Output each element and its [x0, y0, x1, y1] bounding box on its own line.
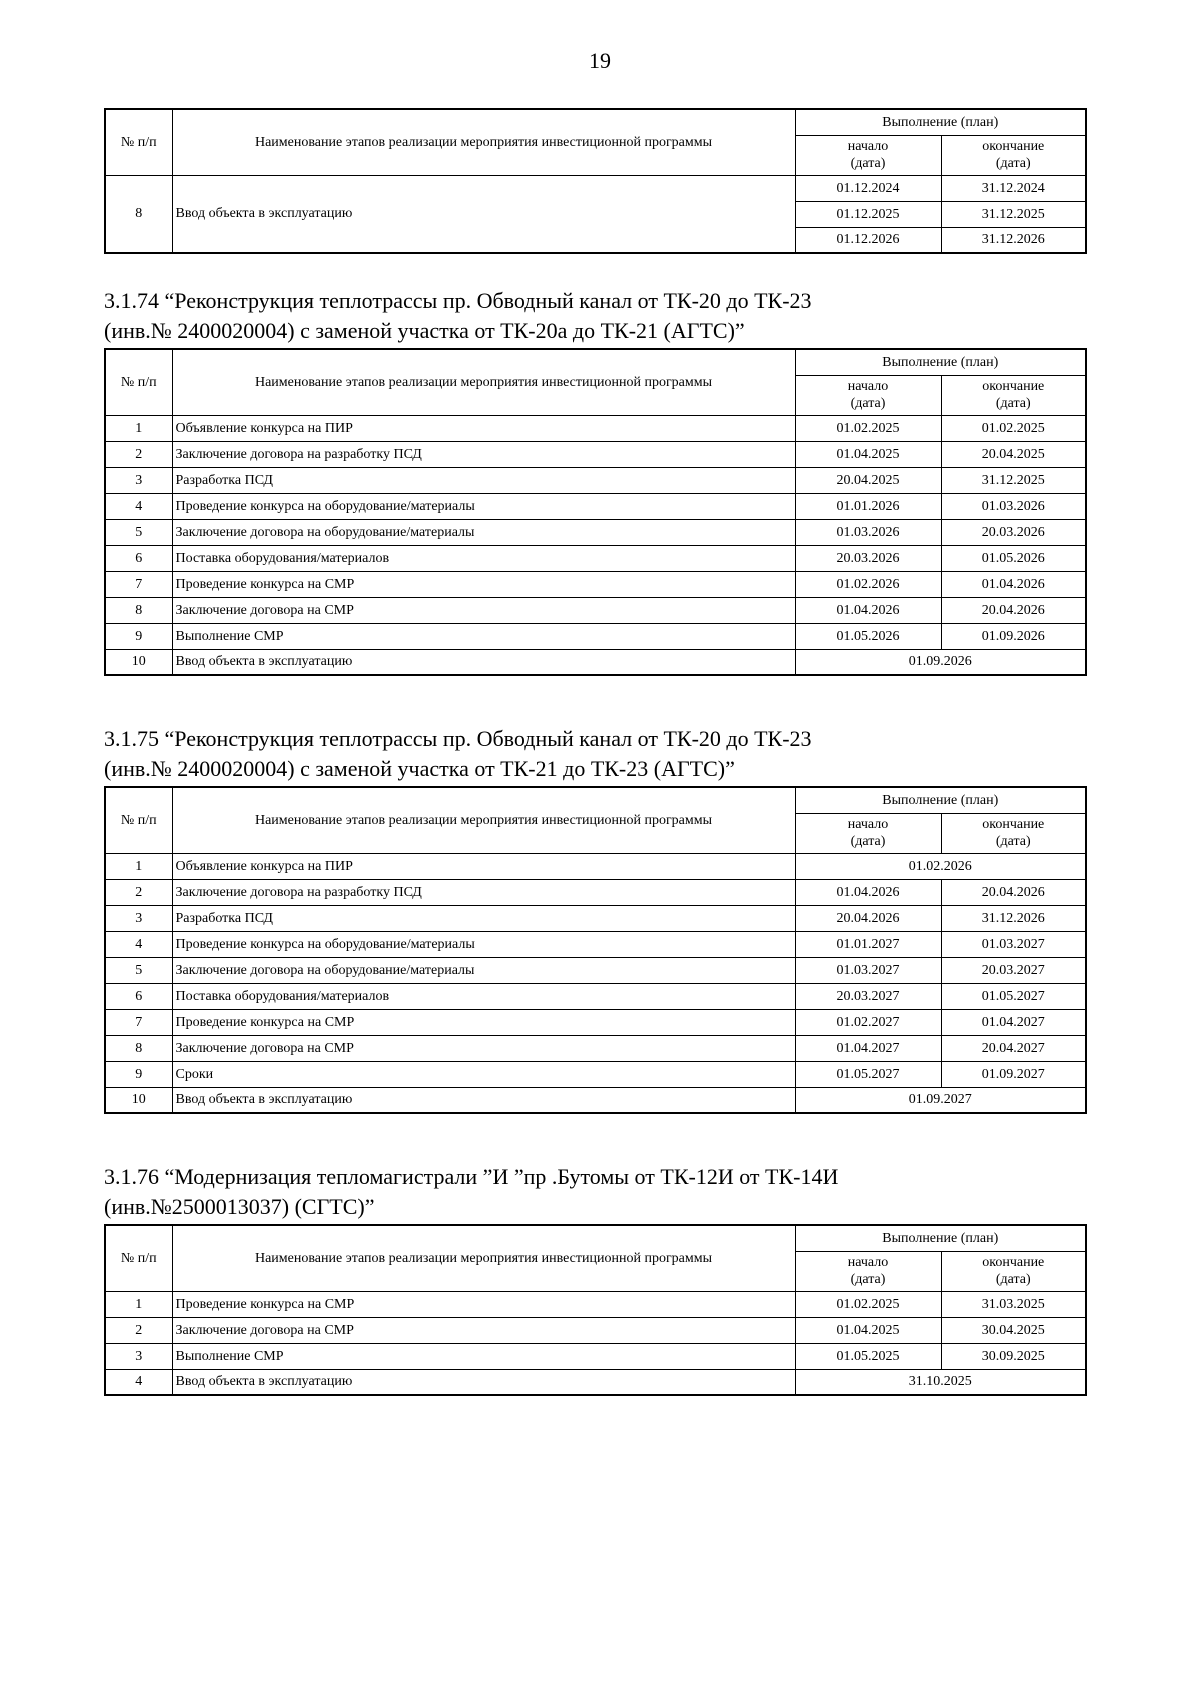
row-num: 1: [105, 1291, 172, 1317]
row-end: 01.09.2026: [941, 623, 1086, 649]
row-start: 01.05.2026: [795, 623, 941, 649]
row-end: 01.05.2026: [941, 545, 1086, 571]
row-num: 1: [105, 853, 172, 879]
row-start: 01.01.2026: [795, 493, 941, 519]
row-end: 31.12.2024: [941, 175, 1086, 201]
row-name: Заключение договора на оборудование/материалы: [172, 519, 795, 545]
row-start: 20.03.2026: [795, 545, 941, 571]
header-name: Наименование этапов реализации мероприятия инвестиционной программы: [172, 787, 795, 853]
row-name: Заключение договора на разработку ПСД: [172, 879, 795, 905]
row-end: 01.05.2027: [941, 983, 1086, 1009]
header-execution: Выполнение (план): [795, 109, 1086, 135]
row-num: 3: [105, 467, 172, 493]
row-num: 10: [105, 1087, 172, 1113]
table-continuation: [104, 108, 1084, 254]
row-name: Поставка оборудования/материалов: [172, 983, 795, 1009]
row-start: 01.02.2025: [795, 415, 941, 441]
header-name: Наименование этапов реализации мероприятия инвестиционной программы: [172, 349, 795, 415]
row-start: 01.05.2027: [795, 1061, 941, 1087]
table-row: [105, 879, 1086, 905]
row-name: Поставка оборудования/материалов: [172, 545, 795, 571]
header-num: № п/п: [105, 349, 172, 415]
table-row: [105, 441, 1086, 467]
row-name: Ввод объекта в эксплуатацию: [172, 1369, 795, 1395]
row-start: 01.04.2026: [795, 597, 941, 623]
row-num: 4: [105, 931, 172, 957]
table-row: [105, 571, 1086, 597]
table-row: [105, 1035, 1086, 1061]
row-num: 3: [105, 905, 172, 931]
header-start: начало (дата): [795, 1251, 941, 1291]
row-num: 6: [105, 545, 172, 571]
row-start: 01.04.2027: [795, 1035, 941, 1061]
row-name: Заключение договора на СМР: [172, 1035, 795, 1061]
row-start: 20.04.2025: [795, 467, 941, 493]
row-start: 01.02.2026: [795, 571, 941, 597]
row-name: Ввод объекта в эксплуатацию: [172, 1087, 795, 1113]
row-start: 20.04.2026: [795, 905, 941, 931]
row-end: 30.04.2025: [941, 1317, 1086, 1343]
row-name: Проведение конкурса на СМР: [172, 1291, 795, 1317]
row-start: 01.03.2026: [795, 519, 941, 545]
page-number: 19: [589, 48, 611, 73]
row-name: Сроки: [172, 1061, 795, 1087]
row-num: 8: [105, 175, 172, 253]
row-name: Разработка ПСД: [172, 905, 795, 931]
row-num: 2: [105, 441, 172, 467]
row-name: Проведение конкурса на оборудование/материалы: [172, 931, 795, 957]
row-num: 8: [105, 1035, 172, 1061]
row-start: 01.04.2026: [795, 879, 941, 905]
header-execution: Выполнение (план): [795, 349, 1086, 375]
row-start: 01.03.2027: [795, 957, 941, 983]
row-end: 01.09.2027: [941, 1061, 1086, 1087]
header-num: № п/п: [105, 787, 172, 853]
section-title: 3.1.75 “Реконструкция теплотрассы пр. Обводный канал от ТК-20 до ТК-23 (инв.№ 2400020004) с заменой участка от ТК-21 до ТК-23 (АГТС)”: [104, 726, 812, 781]
row-name: Объявление конкурса на ПИР: [172, 853, 795, 879]
row-start: 01.04.2025: [795, 441, 941, 467]
header-end: окончание (дата): [941, 375, 1086, 415]
row-name: Проведение конкурса на оборудование/материалы: [172, 493, 795, 519]
row-start: 01.01.2027: [795, 931, 941, 957]
row-date: 31.10.2025: [795, 1369, 1086, 1395]
row-end: 01.04.2027: [941, 1009, 1086, 1035]
table-row: [105, 1291, 1086, 1317]
table-row: [105, 931, 1086, 957]
row-start: 01.12.2024: [795, 175, 941, 201]
row-end: 20.04.2027: [941, 1035, 1086, 1061]
row-end: 30.09.2025: [941, 1343, 1086, 1369]
section-3-1-74: [104, 286, 1084, 676]
row-end: 20.04.2026: [941, 879, 1086, 905]
row-date: 01.09.2027: [795, 1087, 1086, 1113]
row-end: 20.03.2027: [941, 957, 1086, 983]
row-date: 01.09.2026: [795, 649, 1086, 675]
row-start: 01.02.2025: [795, 1291, 941, 1317]
header-num: № п/п: [105, 1225, 172, 1291]
schedule-table: [104, 1224, 1087, 1396]
row-num: 2: [105, 1317, 172, 1343]
row-num: 5: [105, 957, 172, 983]
table-row: [105, 1343, 1086, 1369]
row-num: 1: [105, 415, 172, 441]
row-num: 5: [105, 519, 172, 545]
table-row: [105, 519, 1086, 545]
header-start: начало (дата): [795, 813, 941, 853]
table-row: [105, 493, 1086, 519]
row-end: 20.04.2026: [941, 597, 1086, 623]
table-row: [105, 623, 1086, 649]
table-row: [105, 415, 1086, 441]
row-end: 31.12.2026: [941, 227, 1086, 253]
row-name: Ввод объекта в эксплуатацию: [172, 175, 795, 253]
row-end: 31.12.2026: [941, 905, 1086, 931]
row-num: 9: [105, 1061, 172, 1087]
row-start: 01.12.2026: [795, 227, 941, 253]
row-name: Объявление конкурса на ПИР: [172, 415, 795, 441]
header-execution: Выполнение (план): [795, 787, 1086, 813]
row-name: Заключение договора на оборудование/материалы: [172, 957, 795, 983]
row-start: 01.12.2025: [795, 201, 941, 227]
row-end: 31.12.2025: [941, 467, 1086, 493]
header-name: Наименование этапов реализации мероприятия инвестиционной программы: [172, 1225, 795, 1291]
schedule-table: [104, 786, 1087, 1114]
section-title: 3.1.74 “Реконструкция теплотрассы пр. Обводный канал от ТК-20 до ТК-23 (инв.№ 2400020004) с заменой участка от ТК-20а до ТК-21 (АГТС)”: [104, 288, 812, 343]
row-name: Проведение конкурса на СМР: [172, 1009, 795, 1035]
header-start: начало (дата): [795, 135, 941, 175]
section-3-1-76: [104, 1162, 1084, 1396]
row-name: Ввод объекта в эксплуатацию: [172, 649, 795, 675]
row-num: 8: [105, 597, 172, 623]
row-name: Заключение договора на СМР: [172, 1317, 795, 1343]
header-name: Наименование этапов реализации мероприятия инвестиционной программы: [172, 109, 795, 175]
row-end: 01.02.2025: [941, 415, 1086, 441]
row-end: 31.03.2025: [941, 1291, 1086, 1317]
table-row: [105, 597, 1086, 623]
row-start: 01.04.2025: [795, 1317, 941, 1343]
section-3-1-75: [104, 724, 1084, 1114]
row-name: Выполнение СМР: [172, 1343, 795, 1369]
header-end: окончание (дата): [941, 813, 1086, 853]
table-row: [105, 957, 1086, 983]
row-num: 3: [105, 1343, 172, 1369]
row-name: Выполнение СМР: [172, 623, 795, 649]
header-end: окончание (дата): [941, 135, 1086, 175]
row-date: 01.02.2026: [795, 853, 1086, 879]
header-execution: Выполнение (план): [795, 1225, 1086, 1251]
table-row: [105, 905, 1086, 931]
header-start: начало (дата): [795, 375, 941, 415]
row-name: Разработка ПСД: [172, 467, 795, 493]
row-num: 2: [105, 879, 172, 905]
header-num: № п/п: [105, 109, 172, 175]
table-row: [105, 467, 1086, 493]
header-end: окончание (дата): [941, 1251, 1086, 1291]
table-row: [105, 1317, 1086, 1343]
table-row: [105, 983, 1086, 1009]
row-start: 20.03.2027: [795, 983, 941, 1009]
row-num: 9: [105, 623, 172, 649]
section-title: 3.1.76 “Модернизация тепломагистрали ”И ”пр .Бутомы от ТК-12И от ТК-14И (инв.№2500013037) (СГТС)”: [104, 1164, 839, 1219]
row-end: 01.04.2026: [941, 571, 1086, 597]
row-name: Проведение конкурса на СМР: [172, 571, 795, 597]
table-row: [105, 1009, 1086, 1035]
row-start: 01.05.2025: [795, 1343, 941, 1369]
row-num: 7: [105, 1009, 172, 1035]
row-end: 20.03.2026: [941, 519, 1086, 545]
row-num: 4: [105, 1369, 172, 1395]
table-row: [105, 545, 1086, 571]
row-end: 01.03.2027: [941, 931, 1086, 957]
row-name: Заключение договора на разработку ПСД: [172, 441, 795, 467]
schedule-table: [104, 108, 1087, 254]
row-end: 01.03.2026: [941, 493, 1086, 519]
row-end: 31.12.2025: [941, 201, 1086, 227]
table-row: [105, 1061, 1086, 1087]
row-num: 6: [105, 983, 172, 1009]
row-end: 20.04.2025: [941, 441, 1086, 467]
schedule-table: [104, 348, 1087, 676]
row-num: 4: [105, 493, 172, 519]
row-name: Заключение договора на СМР: [172, 597, 795, 623]
row-num: 10: [105, 649, 172, 675]
row-num: 7: [105, 571, 172, 597]
row-start: 01.02.2027: [795, 1009, 941, 1035]
